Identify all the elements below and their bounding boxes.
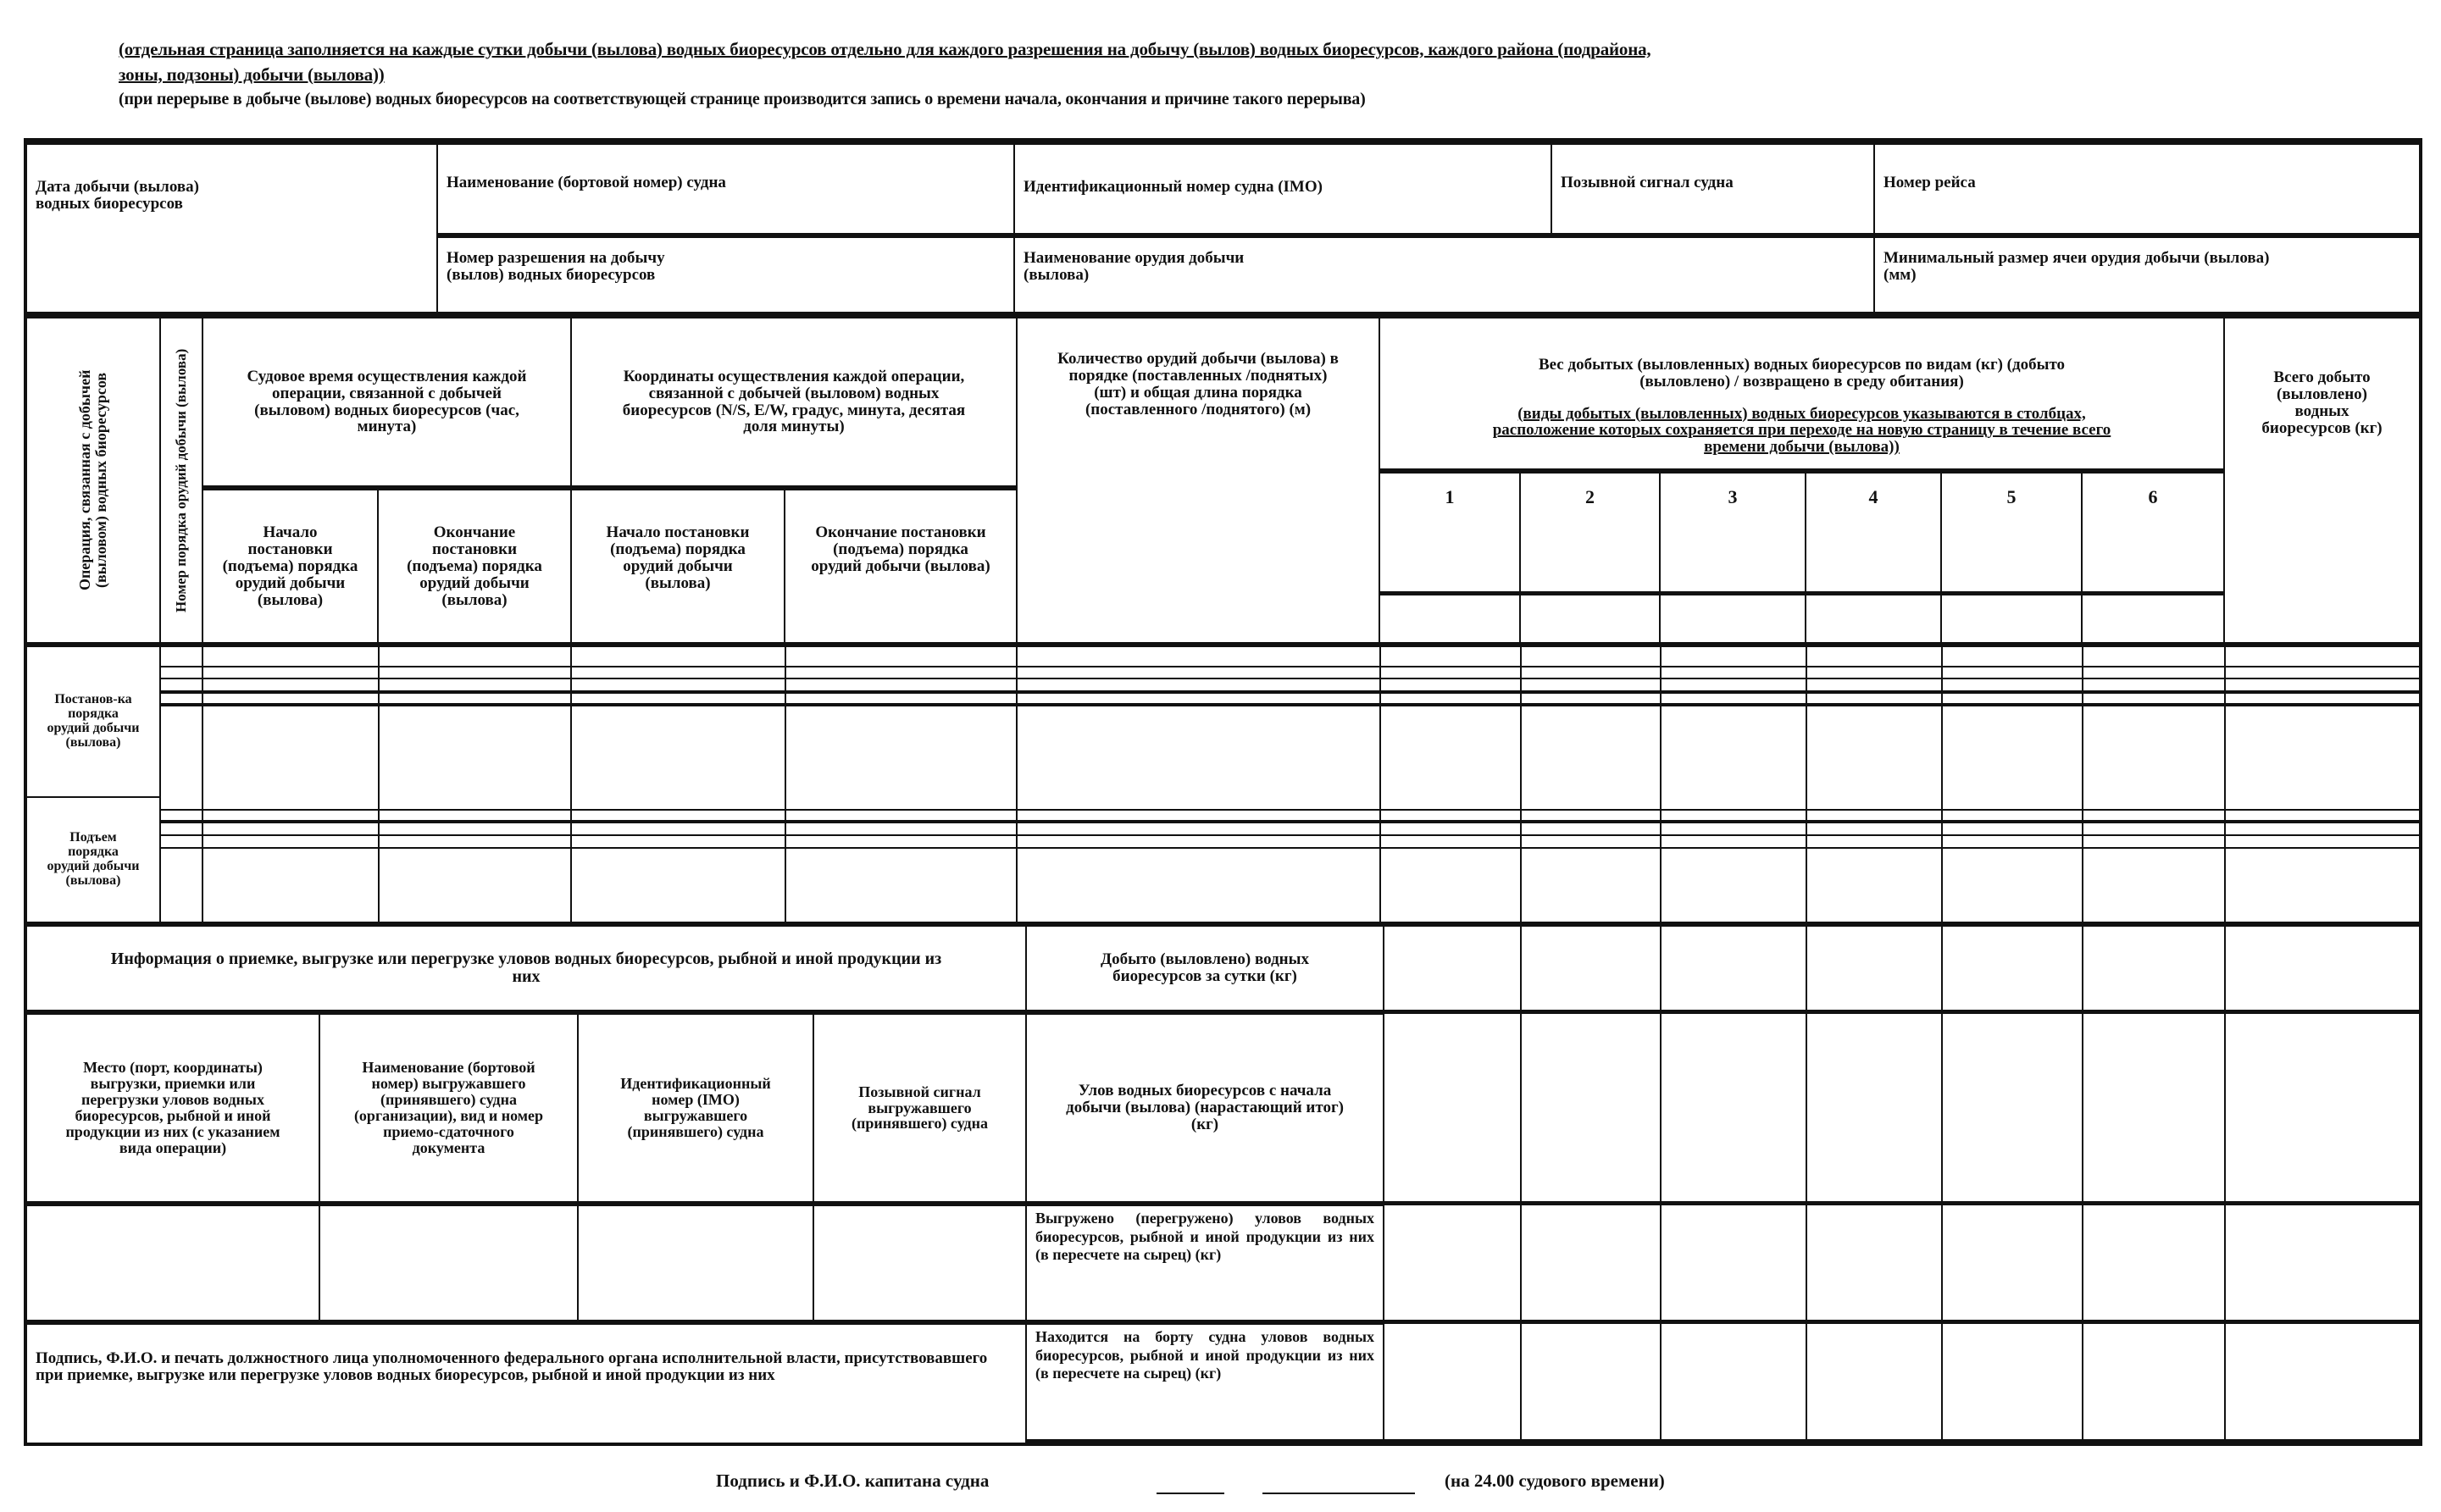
catch-cumulative-label: Улов водных биоресурсов с начала добычи (вылова) (нарастающий итог) (кг) [1066, 1082, 1344, 1133]
col-sep [1660, 923, 1662, 1444]
row-line [161, 703, 2421, 706]
captain-signature-label: Подпись и Ф.И.О. капитана судна [716, 1470, 990, 1491]
min-mesh-field[interactable] [1873, 233, 2421, 313]
col-vessel-name-header [319, 1010, 579, 1203]
row-line [161, 678, 2421, 679]
col-call-sign-header [813, 1010, 1027, 1203]
reception-values-grid [1383, 922, 2421, 1444]
col-coordinates-label: Координаты осуществления каждой операции, связанной с добычей (выловом) водных биоресурсов (N/S, E/W, градус, минута, десятая доля минуты) [622, 367, 966, 436]
col-coord-end-header [784, 485, 1018, 644]
col-ship-time-header [202, 313, 572, 487]
gear-name-field[interactable] [1013, 233, 1875, 313]
operations-data-area [25, 642, 2421, 923]
col-gear-quantity-label: Количество орудий добычи (вылова) в порядке (поставленных /поднятых) (шт) и общая длина порядка (поставленного /поднятого) (м) [1057, 350, 1339, 418]
row-line [1383, 1320, 2421, 1324]
col-imo-label: Идентификационный номер (IMO) выгружавшего (принявшего) судна [620, 1075, 771, 1140]
species-column-2: 2 [1519, 468, 1661, 593]
col-place-header [25, 1010, 320, 1203]
col-sep [1806, 644, 1807, 923]
vessel-name-label: Наименование (бортовой номер) судна [447, 174, 726, 191]
imo-field[interactable] [1013, 140, 1552, 235]
species-column-6: 6 [2081, 468, 2225, 593]
col-coord-start-header [570, 485, 785, 644]
gear-name-label: Наименование орудия добычи (вылова) [1024, 249, 1245, 284]
col-ship-time-label: Судовое время осуществления каждой операции, связанной с добычей (выловом) водных биоресурсов (час, минута) [247, 367, 527, 436]
date-field[interactable] [25, 140, 438, 313]
species-column-1: 1 [1379, 468, 1521, 593]
col-sep [2224, 923, 2226, 1444]
permit-number-field[interactable] [436, 233, 1015, 313]
imo-label: Идентификационный номер судна (IMO) [1024, 178, 1323, 196]
col-sep [785, 644, 786, 923]
col-sep [1941, 644, 1943, 923]
col-sep [1806, 923, 1807, 1444]
col-total-label: Всего добыто (выловлено) водных биоресурсов (кг) [2261, 368, 2383, 437]
col-sep [1379, 644, 1381, 923]
official-signature-label: Подпись, Ф.И.О. и печать должностного лица уполномоченного федерального органа исполнительной власти, присутствовавшего при приемке, выгрузке или перегрузке уловов водных биоресурсов, рыбной и иной продукции из них [36, 1349, 988, 1384]
intro-line-3: (при перерыве в добыче (вылове) водных биоресурсов на соответствующей странице производится запись о времени начала, окончания и причине такого перерыва) [119, 90, 1366, 108]
catch-cumulative-cell [1025, 1010, 1384, 1203]
species-column-4: 4 [1805, 468, 1942, 593]
col-place-label: Место (порт, координаты) выгрузки, приемки или перегрузки уловов водных биоресурсов, рыбной и иной продукции из них (с указанием вида операции) [65, 1059, 280, 1156]
call-sign-label: Позывной сигнал судна [1561, 174, 1734, 191]
trip-number-label: Номер рейса [1883, 174, 1976, 191]
species-6-subheader [2081, 591, 2225, 644]
time-note: (на 24.00 судового времени) [1445, 1470, 1665, 1491]
row-line [161, 847, 2421, 849]
row-line [161, 834, 2421, 836]
row-line [161, 666, 2421, 667]
col-sep [1941, 923, 1943, 1444]
row-setting-label: Постанов-ка порядка орудий добычи (вылова) [47, 692, 140, 750]
col-sep [2082, 644, 2083, 923]
on-board-cell [1025, 1320, 1384, 1444]
row-line [161, 809, 2421, 811]
trip-number-field[interactable] [1873, 140, 2421, 235]
col-sep [1520, 923, 1522, 1444]
row-line [161, 820, 2421, 823]
species-4-subheader [1805, 591, 1942, 644]
col-sep [1016, 644, 1018, 923]
species-3-subheader [1659, 591, 1806, 644]
col-total-header [2223, 313, 2421, 644]
official-signature-cell[interactable] [25, 1320, 1027, 1444]
col-sep [1520, 644, 1522, 923]
col-time-end-header [377, 485, 572, 644]
col-operation-label: Операция, связанная с добычей (выловом) водных биоресурсов [76, 369, 109, 591]
col-operation-header [25, 313, 161, 644]
captain-name-line[interactable] [1262, 1493, 1415, 1494]
intro-line-2: зоны, подзоны) добычи (вылова)) [119, 64, 385, 85]
place-input-cell[interactable] [25, 1201, 320, 1321]
col-weight-title: Вес добытых (выловленных) водных биоресурсов по видам (кг) (добыто (выловлено) / возвращено в среду обитания) [1538, 355, 2066, 390]
vessel-name-input-cell[interactable] [319, 1201, 579, 1321]
row-line [1383, 1201, 2421, 1205]
col-sep [159, 644, 161, 923]
caught-per-day-cell [1025, 922, 1384, 1011]
intro-line-1: (отдельная страница заполняется на каждые сутки добычи (вылова) водных биоресурсов отдельно для каждого разрешения на добычу (вылов) водных биоресурсов, каждого района (подрайона, [119, 39, 1651, 59]
unloaded-cell [1025, 1201, 1384, 1321]
col-gear-order-label: Номер порядка орудий добычи (вылова) [173, 348, 190, 612]
on-board-label: Находится на борту судна уловов водных биоресурсов, рыбной и иной продукции из них (в пересчете на сырец) (кг) [1035, 1328, 1374, 1382]
date-label: Дата добычи (вылова) водных биоресурсов [36, 178, 199, 213]
reception-title-cell [25, 922, 1027, 1011]
col-gear-quantity-header [1016, 313, 1380, 644]
col-sep [1660, 644, 1662, 923]
row-line [161, 690, 2421, 694]
col-gear-order-header [159, 313, 203, 644]
col-sep [570, 644, 572, 923]
species-5-subheader [1940, 591, 2083, 644]
species-2-subheader [1519, 591, 1661, 644]
col-sep [202, 644, 203, 923]
col-vessel-name-label: Наименование (бортовой номер) выгружавшего (принявшего) судна (организации), вид и номер приемо-сдаточного документа [353, 1059, 544, 1156]
row-setting-label-cell [25, 642, 161, 798]
species-column-5: 5 [1940, 468, 2083, 593]
col-time-start-header [202, 485, 379, 644]
col-sep [378, 644, 380, 923]
col-time-start-label: Начало постановки (подъема) порядка орудий добычи (вылова) [222, 523, 358, 609]
col-sep [2224, 644, 2226, 923]
col-coord-start-label: Начало постановки (подъема) порядка орудий добычи (вылова) [606, 523, 750, 592]
col-coord-end-label: Окончание постановки (подъема) порядка орудий добычи (вылова) [811, 523, 990, 575]
col-weight-header [1379, 313, 2225, 470]
col-call-sign-label: Позывной сигнал выгружавшего (принявшего) судна [851, 1083, 989, 1133]
row-hauling-label: Подъем порядка орудий добычи (вылова) [47, 830, 140, 888]
col-time-end-label: Окончание постановки (подъема) порядка орудий добычи (вылова) [407, 523, 542, 609]
col-sep [2082, 923, 2083, 1444]
row-line [1383, 1010, 2421, 1014]
min-mesh-label: Минимальный размер ячеи орудия добычи (вылова) (мм) [1883, 249, 2270, 284]
vessel-name-field[interactable] [436, 140, 1015, 235]
unloaded-label: Выгружено (перегружено) уловов водных биоресурсов, рыбной и иной продукции из них (в пересчете на сырец) (кг) [1035, 1210, 1374, 1264]
call-sign-field[interactable] [1551, 140, 1875, 235]
col-weight-note: (виды добытых (выловленных) водных биоресурсов указываются в столбцах, расположение которых сохраняется при переходе на новую страницу в течение всего времени добычи (вылова)) [1492, 404, 2111, 457]
permit-number-label: Номер разрешения на добычу (вылов) водных биоресурсов [447, 249, 665, 284]
species-1-subheader [1379, 591, 1521, 644]
col-imo-header [577, 1010, 814, 1203]
captain-signature-line[interactable] [1157, 1493, 1224, 1494]
caught-per-day-label: Добыто (выловлено) водных биоресурсов за сутки (кг) [1101, 950, 1309, 985]
call-sign-input-cell[interactable] [813, 1201, 1027, 1321]
imo-input-cell[interactable] [577, 1201, 814, 1321]
reception-title: Информация о приемке, выгрузке или перегрузке уловов водных биоресурсов, рыбной и иной продукции из них [110, 950, 942, 986]
species-column-3: 3 [1659, 468, 1806, 593]
col-coordinates-header [570, 313, 1018, 487]
row-hauling-label-cell [25, 796, 161, 923]
